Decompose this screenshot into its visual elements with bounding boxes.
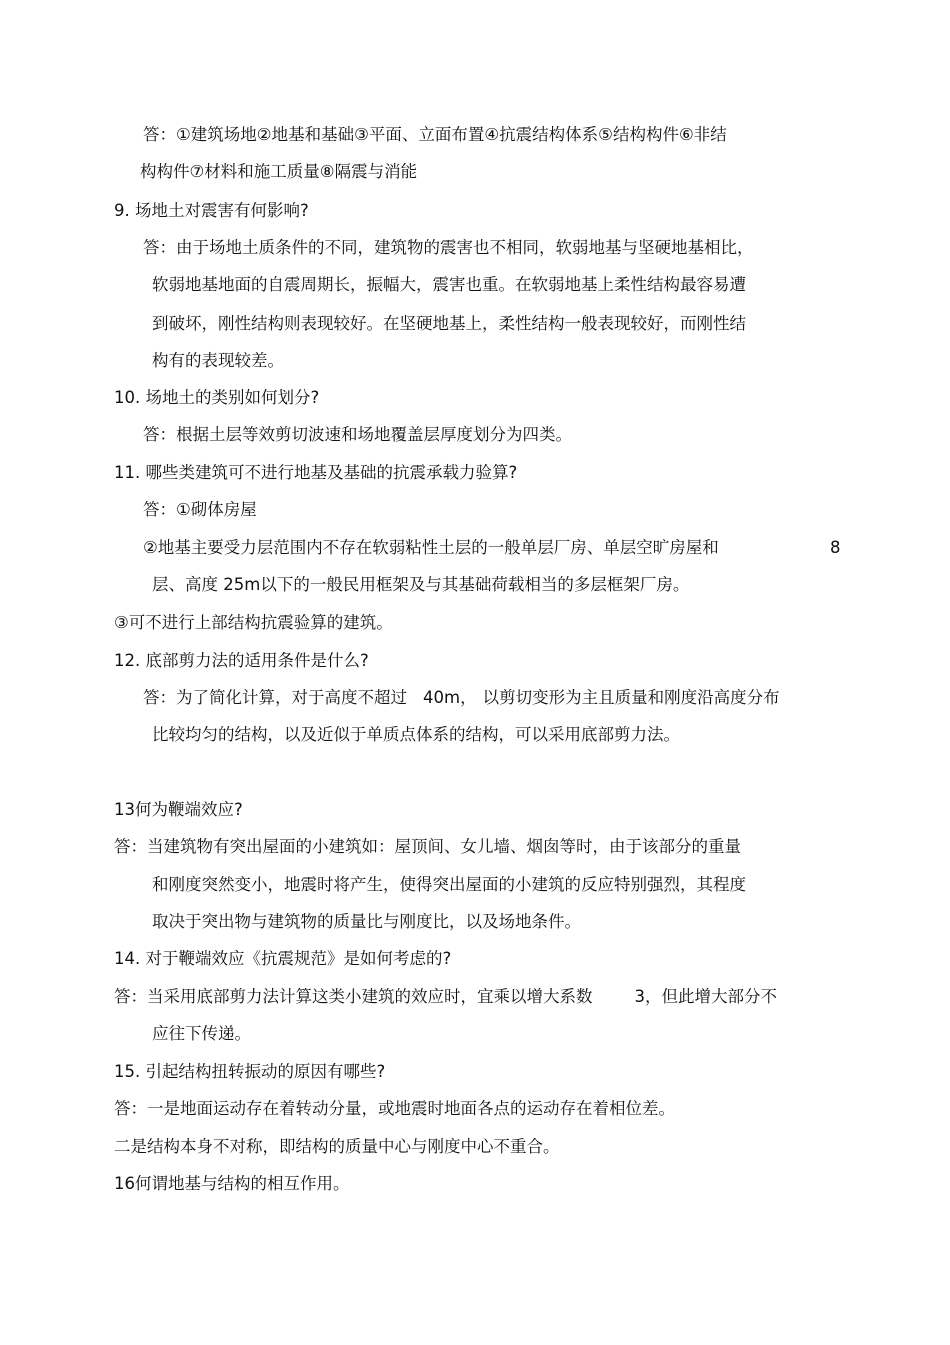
- answer-14-line-2: 应往下传递。: [152, 1024, 251, 1043]
- answer-11-line-1: 答：①砌体房屋: [143, 500, 257, 519]
- answer-9-line-4: 构有的表现较差。: [152, 351, 284, 370]
- question-16: 16何谓地基与结构的相互作用。: [114, 1174, 350, 1193]
- question-12: 12. 底部剪力法的适用条件是什么?: [114, 651, 369, 670]
- answer-12-part-b: 40m，: [423, 688, 477, 707]
- question-13: 13何为鞭端效应?: [114, 800, 243, 819]
- answer-9-line-1: 答：由于场地土质条件的不同，建筑物的震害也不相同，软弱地基与坚硬地基相比，: [143, 238, 754, 257]
- answer-13-line-3: 取决于突出物与建筑物的质量比与刚度比，以及场地条件。: [152, 912, 581, 931]
- answer-11-line-2: ②地基主要受力层范围内不存在软弱粘性土层的一般单层厂房、单层空旷房屋和: [143, 538, 719, 557]
- answer-8-line-2: 构构件⑦材料和施工质量⑧隔震与消能: [140, 162, 418, 181]
- answer-14-part-a: 答：当采用底部剪力法计算这类小建筑的效应时，宜乘以增大系数: [114, 987, 593, 1006]
- answer-9-line-3: 到破坏，刚性结构则表现较好。在坚硬地基上，柔性结构一般表现较好，而刚性结: [152, 314, 746, 333]
- answer-9-line-2: 软弱地基地面的自震周期长，振幅大，震害也重。在软弱地基上柔性结构最容易遭: [152, 275, 746, 294]
- answer-12-part-a: 答：为了简化计算，对于高度不超过: [143, 688, 407, 707]
- question-14: 14. 对于鞭端效应《抗震规范》是如何考虑的?: [114, 949, 452, 968]
- answer-10: 答：根据土层等效剪切波速和场地覆盖层厚度划分为四类。: [143, 425, 572, 444]
- answer-13-line-2: 和刚度突然变小，地震时将产生，使得突出屋面的小建筑的反应特别强烈，其程度: [152, 875, 746, 894]
- answer-15-line-1: 答：一是地面运动存在着转动分量，或地震时地面各点的运动存在着相位差。: [114, 1099, 675, 1118]
- answer-12-line-2: 比较均匀的结构，以及近似于单质点体系的结构，可以采用底部剪力法。: [152, 725, 680, 744]
- answer-14-line-1: [114, 986, 777, 1008]
- question-11: 11. 哪些类建筑可不进行地基及基础的抗震承载力验算?: [114, 463, 518, 482]
- answer-11-line-3: 层、高度 25m以下的一般民用框架及与其基础荷载相当的多层框架厂房。: [152, 575, 690, 594]
- answer-11-line-2-number: 8: [830, 538, 841, 557]
- answer-8-line-1: 答：①建筑场地②地基和基础③平面、立面布置④抗震结构体系⑤结构构件⑥非结: [143, 125, 727, 144]
- answer-14-part-b: 3，但此增大部分不: [634, 987, 777, 1006]
- answer-12-line-1: [143, 687, 780, 709]
- answer-11-line-4: ③可不进行上部结构抗震验算的建筑。: [114, 613, 393, 632]
- answer-13-line-1: 答：当建筑物有突出屋面的小建筑如：屋顶间、女儿墙、烟囱等时，由于该部分的重量: [114, 837, 741, 856]
- question-10: 10. 场地土的类别如何划分?: [114, 388, 320, 407]
- answer-15-line-2: 二是结构本身不对称，即结构的质量中心与刚度中心不重合。: [114, 1137, 560, 1156]
- question-15: 15. 引起结构扭转振动的原因有哪些?: [114, 1062, 386, 1081]
- answer-12-part-c: 以剪切变形为主且质量和刚度沿高度分布: [482, 688, 780, 707]
- question-9: 9. 场地土对震害有何影响?: [114, 201, 309, 220]
